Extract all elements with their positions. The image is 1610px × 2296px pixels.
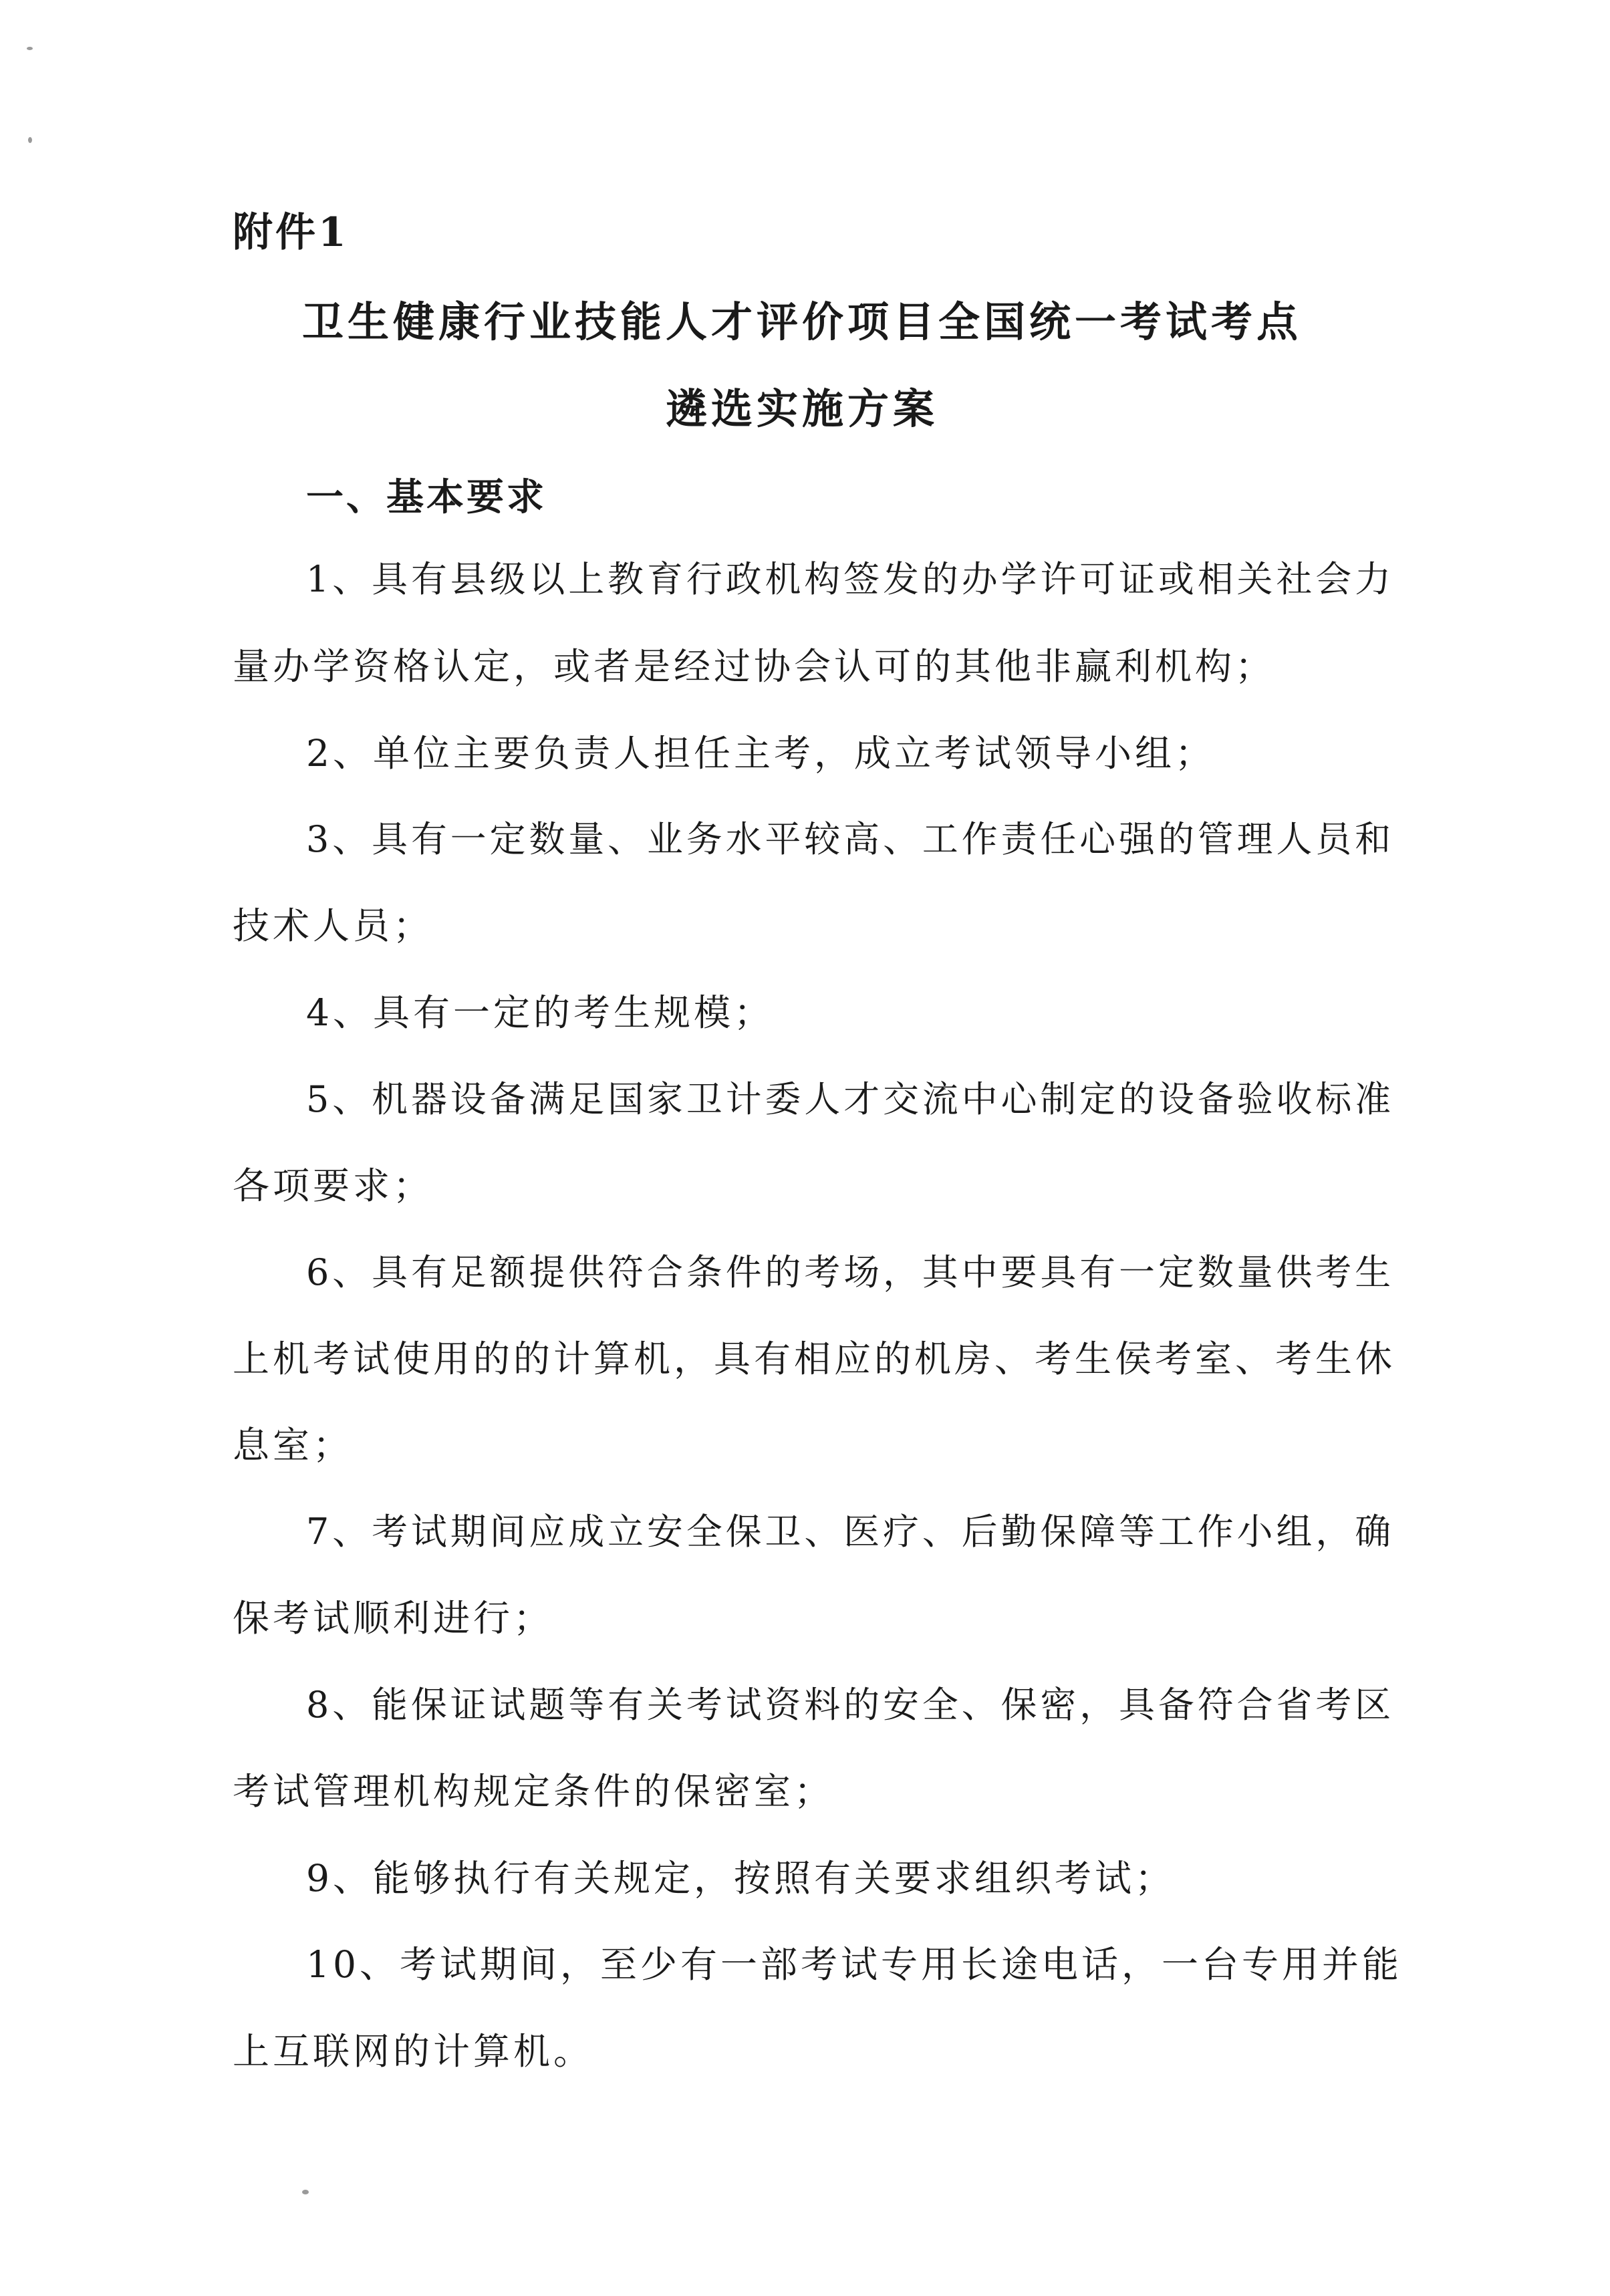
requirement-4-line-1: 4、具有一定的考生规模； (306, 991, 774, 1034)
requirement-6-line-3: 息室； (233, 1424, 354, 1466)
requirement-6-line-2: 上机考试使用的的计算机，具有相应的机房、考生侯考室、考生休 (233, 1337, 1396, 1380)
requirement-7-line-1: 7、考试期间应成立安全保卫、医疗、后勤保障等工作小组，确 (306, 1511, 1395, 1553)
requirement-9-line-1: 9、能够执行有关规定，按照有关要求组织考试； (306, 1857, 1175, 1900)
requirement-8-line-1: 8、能保证试题等有关考试资料的安全、保密，具备符合省考区 (306, 1684, 1395, 1726)
requirement-1-line-2: 量办学资格认定，或者是经过协会认可的其他非赢利机构； (233, 645, 1276, 688)
requirement-10-line-1: 10、考试期间，至少有一部考试专用长途电话，一台专用并能 (306, 1943, 1402, 1986)
requirement-2-line-1: 2、单位主要负责人担任主考，成立考试领导小组； (306, 732, 1215, 775)
requirement-3-line-2: 技术人员； (233, 904, 434, 947)
requirement-5-line-2: 各项要求； (233, 1164, 434, 1207)
scan-speck (28, 137, 32, 143)
document-title-line-1: 卫生健康行业技能人才评价项目全国统一考试考点 (301, 297, 1302, 346)
requirement-7-line-2: 保考试顺利进行； (233, 1597, 554, 1640)
requirement-8-line-2: 考试管理机构规定条件的保密室； (233, 1770, 835, 1813)
document-title-line-2: 遴选实施方案 (665, 384, 938, 433)
requirement-6-line-1: 6、具有足额提供符合条件的考场，其中要具有一定数量供考生 (306, 1251, 1395, 1293)
requirement-3-line-1: 3、具有一定数量、业务水平较高、工作责任心强的管理人员和 (306, 818, 1395, 860)
requirement-5-line-1: 5、机器设备满足国家卫计委人才交流中心制定的设备验收标准 (306, 1078, 1395, 1120)
scan-speck (27, 47, 33, 50)
attachment-label: 附件1 (233, 209, 349, 256)
requirement-1-line-1: 1、具有县级以上教育行政机构签发的办学许可证或相关社会力 (306, 558, 1395, 600)
section-heading: 一、基本要求 (306, 475, 547, 519)
requirement-10-line-2: 上互联网的计算机。 (233, 2030, 594, 2073)
scan-speck (302, 2190, 309, 2194)
